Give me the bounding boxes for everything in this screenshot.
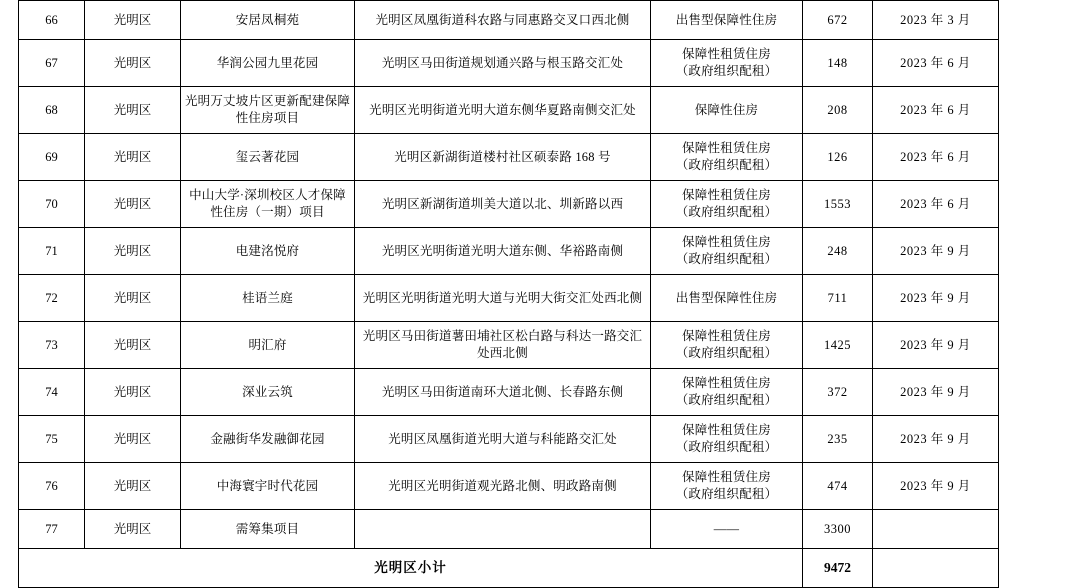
cell-housing-type <box>651 228 803 275</box>
cell-unit-count: 1553 <box>803 181 873 228</box>
table-row <box>19 369 999 416</box>
cell-housing-type <box>651 322 803 369</box>
cell-unit-count: 148 <box>803 40 873 87</box>
cell-unit-count: 711 <box>803 275 873 322</box>
cell-housing-type <box>651 40 803 87</box>
cell-district: 光明区 <box>85 369 181 416</box>
cell-supply-date: 2023 年 9 月 <box>873 369 999 416</box>
cell-location: 光明区新湖街道楼村社区硕泰路 168 号 <box>355 134 651 181</box>
cell-district: 光明区 <box>85 134 181 181</box>
cell-supply-date: 2023 年 9 月 <box>873 463 999 510</box>
subtotal-count: 9472 <box>803 549 873 588</box>
cell-supply-date: 2023 年 6 月 <box>873 87 999 134</box>
cell-housing-type-line2: （政府组织配租） <box>675 158 778 172</box>
cell-supply-date: 2023 年 6 月 <box>873 134 999 181</box>
subtotal-empty-cell <box>873 549 999 588</box>
cell-location: 光明区马田街道南环大道北侧、长春路东侧 <box>355 369 651 416</box>
cell-no: 69 <box>19 134 85 181</box>
table-row <box>19 416 999 463</box>
cell-housing-type-line2: （政府组织配租） <box>675 252 778 266</box>
cell-location: 光明区马田街道规划通兴路与根玉路交汇处 <box>355 40 651 87</box>
cell-project-name: 中海寰宇时代花园 <box>181 463 355 510</box>
cell-no: 70 <box>19 181 85 228</box>
housing-supply-table <box>18 0 999 588</box>
cell-no: 73 <box>19 322 85 369</box>
cell-housing-type: —— <box>651 510 803 549</box>
cell-no: 76 <box>19 463 85 510</box>
cell-location: 光明区凤凰街道光明大道与科能路交汇处 <box>355 416 651 463</box>
table-row <box>19 510 999 549</box>
table-row <box>19 40 999 87</box>
cell-unit-count: 235 <box>803 416 873 463</box>
cell-supply-date: 2023 年 3 月 <box>873 1 999 40</box>
subtotal-label: 光明区小计 <box>19 549 803 588</box>
cell-supply-date <box>873 510 999 549</box>
cell-housing-type <box>651 87 803 134</box>
cell-housing-type-line1: 保障性租赁住房 <box>682 47 771 62</box>
cell-supply-date: 2023 年 6 月 <box>873 181 999 228</box>
cell-location: 光明区光明街道观光路北侧、明政路南侧 <box>355 463 651 510</box>
cell-supply-date: 2023 年 9 月 <box>873 228 999 275</box>
cell-project-name: 桂语兰庭 <box>181 275 355 322</box>
cell-location: 光明区光明街道光明大道东侧华夏路南侧交汇处 <box>355 87 651 134</box>
cell-project-name: 华润公园九里花园 <box>181 40 355 87</box>
cell-housing-type-line2: （政府组织配租） <box>675 487 778 501</box>
cell-location <box>355 510 651 549</box>
cell-no: 75 <box>19 416 85 463</box>
cell-supply-date: 2023 年 9 月 <box>873 275 999 322</box>
cell-project-name: 安居凤桐苑 <box>181 1 355 40</box>
table-row <box>19 181 999 228</box>
cell-district: 光明区 <box>85 275 181 322</box>
cell-supply-date: 2023 年 6 月 <box>873 40 999 87</box>
cell-district: 光明区 <box>85 510 181 549</box>
cell-housing-type-line2: （政府组织配租） <box>675 64 778 78</box>
cell-supply-date: 2023 年 9 月 <box>873 416 999 463</box>
cell-housing-type <box>651 181 803 228</box>
cell-project-name: 中山大学·深圳校区人才保障性住房（一期）项目 <box>181 181 355 228</box>
cell-housing-type <box>651 134 803 181</box>
cell-unit-count: 1425 <box>803 322 873 369</box>
cell-unit-count: 208 <box>803 87 873 134</box>
cell-housing-type-line2: （政府组织配租） <box>675 346 778 360</box>
cell-no: 66 <box>19 1 85 40</box>
table-row <box>19 228 999 275</box>
cell-no: 72 <box>19 275 85 322</box>
cell-unit-count: 474 <box>803 463 873 510</box>
cell-unit-count: 672 <box>803 1 873 40</box>
cell-unit-count: 372 <box>803 369 873 416</box>
cell-district: 光明区 <box>85 40 181 87</box>
cell-location: 光明区光明街道光明大道东侧、华裕路南侧 <box>355 228 651 275</box>
cell-project-name: 明汇府 <box>181 322 355 369</box>
cell-no: 74 <box>19 369 85 416</box>
subtotal-row <box>19 549 999 588</box>
cell-no: 68 <box>19 87 85 134</box>
cell-housing-type <box>651 1 803 40</box>
cell-project-name: 金融街华发融御花园 <box>181 416 355 463</box>
cell-housing-type <box>651 369 803 416</box>
cell-housing-type-line1: 出售型保障性住房 <box>675 290 778 305</box>
cell-housing-type-line2: （政府组织配租） <box>675 393 778 407</box>
cell-housing-type-line1: 保障性租赁住房 <box>682 470 771 485</box>
table-row <box>19 87 999 134</box>
cell-housing-type-line2: （政府组织配租） <box>675 205 778 219</box>
cell-unit-count: 126 <box>803 134 873 181</box>
table-row <box>19 134 999 181</box>
cell-housing-type-line1: 保障性租赁住房 <box>682 329 771 344</box>
cell-project-name: 光明万丈坡片区更新配建保障性住房项目 <box>181 87 355 134</box>
cell-location: 光明区凤凰街道科农路与同惠路交叉口西北侧 <box>355 1 651 40</box>
cell-location: 光明区马田街道薯田埔社区松白路与科达一路交汇处西北侧 <box>355 322 651 369</box>
cell-project-name: 玺云著花园 <box>181 134 355 181</box>
cell-housing-type-line1: 保障性租赁住房 <box>682 188 771 203</box>
table-row <box>19 1 999 40</box>
cell-supply-date: 2023 年 9 月 <box>873 322 999 369</box>
cell-housing-type-line1: 出售型保障性住房 <box>675 12 778 27</box>
cell-location: 光明区光明街道光明大道与光明大街交汇处西北侧 <box>355 275 651 322</box>
cell-housing-type-line1: 保障性住房 <box>694 102 759 117</box>
cell-project-name: 需筹集项目 <box>181 510 355 549</box>
cell-project-name: 电建洺悦府 <box>181 228 355 275</box>
cell-no: 67 <box>19 40 85 87</box>
cell-housing-type-line1: 保障性租赁住房 <box>682 423 771 438</box>
table-row <box>19 463 999 510</box>
cell-housing-type-line1: 保障性租赁住房 <box>682 141 771 156</box>
cell-housing-type <box>651 463 803 510</box>
cell-no: 71 <box>19 228 85 275</box>
table-row <box>19 322 999 369</box>
cell-district: 光明区 <box>85 322 181 369</box>
cell-housing-type-line1: 保障性租赁住房 <box>682 376 771 391</box>
cell-district: 光明区 <box>85 416 181 463</box>
cell-district: 光明区 <box>85 181 181 228</box>
cell-housing-type-line2: （政府组织配租） <box>675 440 778 454</box>
table-row <box>19 275 999 322</box>
cell-project-name: 深业云筑 <box>181 369 355 416</box>
cell-district: 光明区 <box>85 228 181 275</box>
cell-housing-type <box>651 275 803 322</box>
cell-district: 光明区 <box>85 87 181 134</box>
cell-unit-count: 248 <box>803 228 873 275</box>
cell-housing-type <box>651 416 803 463</box>
cell-location: 光明区新湖街道圳美大道以北、圳新路以西 <box>355 181 651 228</box>
cell-district: 光明区 <box>85 463 181 510</box>
cell-district: 光明区 <box>85 1 181 40</box>
cell-no: 77 <box>19 510 85 549</box>
cell-housing-type-line1: 保障性租赁住房 <box>682 235 771 250</box>
cell-unit-count: 3300 <box>803 510 873 549</box>
table-body <box>19 1 999 588</box>
